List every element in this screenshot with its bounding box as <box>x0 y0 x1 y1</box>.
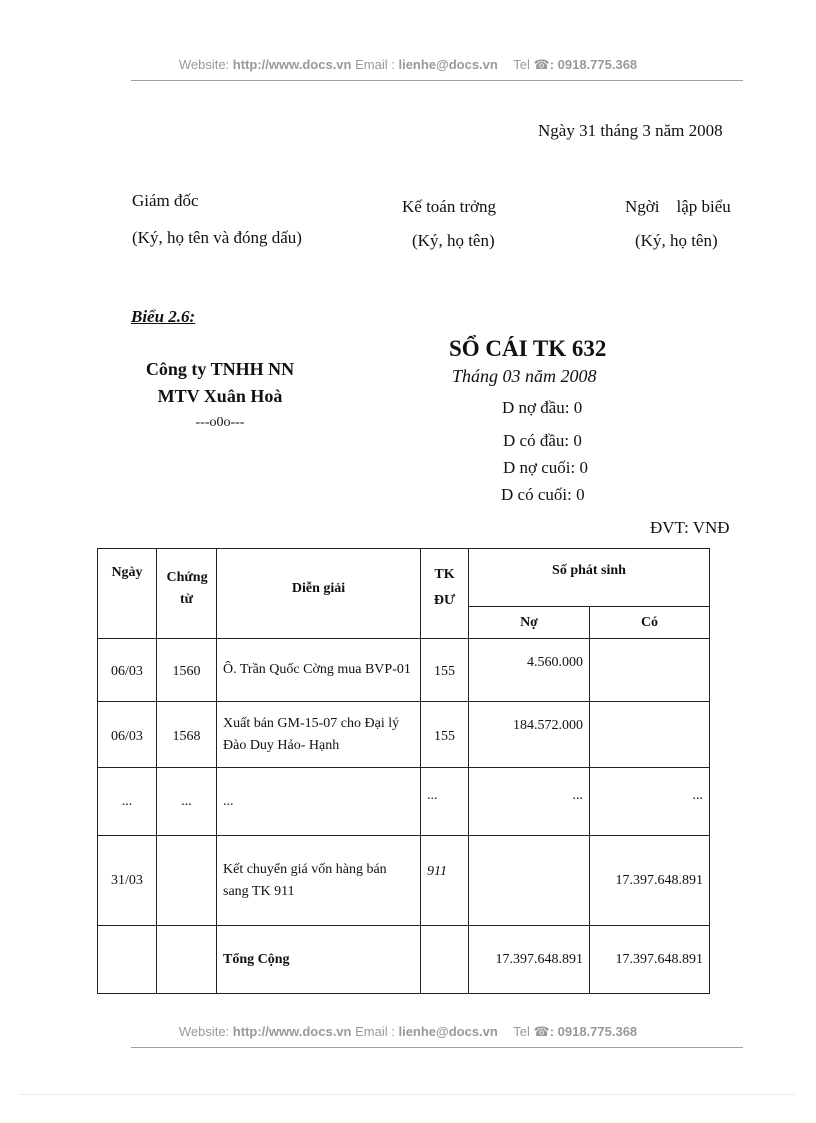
email-link[interactable]: lienhe@docs.vn <box>398 1024 498 1039</box>
footer-divider <box>131 1047 743 1048</box>
row-voucher <box>157 836 217 926</box>
email-label: Email : <box>355 1024 395 1039</box>
company-name-line1: Công ty TNHH NN <box>145 359 295 379</box>
table-row <box>98 702 710 768</box>
ledger-period: Tháng 03 năm 2008 <box>452 366 597 386</box>
row-date: 31/03 <box>98 836 157 926</box>
tel-label: Tel <box>513 1024 530 1039</box>
row-debit: ... <box>469 768 590 836</box>
row-debit <box>469 836 590 926</box>
phone-icon: ☎ <box>533 57 550 72</box>
table-row <box>98 836 710 926</box>
website-link[interactable]: http://www.docs.vn <box>232 57 352 72</box>
website-label: Website: <box>178 57 230 72</box>
page-edge <box>20 1094 796 1095</box>
header-account <box>421 549 469 639</box>
row-voucher: ... <box>157 768 217 836</box>
row-description: ... <box>217 768 421 836</box>
closing-debit-balance: D nợ cuối: 0 <box>503 458 589 477</box>
row-credit: 17.397.648.891 <box>590 836 710 926</box>
row-date: 06/03 <box>98 639 157 702</box>
tel-label: Tel <box>513 57 530 72</box>
row-voucher: 1560 <box>157 639 217 702</box>
page-footer <box>0 1024 816 1040</box>
company-name-line2: MTV Xuân Hoà <box>157 386 283 406</box>
header-credit: Có <box>590 607 710 639</box>
header-date: Ngày <box>98 549 157 639</box>
total-label: Tổng Cộng <box>217 926 421 994</box>
row-debit: 4.560.000 <box>469 639 590 702</box>
header-voucher <box>157 549 217 639</box>
row-account: 911 <box>421 836 469 926</box>
closing-credit-balance: D có cuối: 0 <box>501 485 585 504</box>
signature-accountant-note: (Ký, họ tên) <box>412 231 495 250</box>
row-description: Kết chuyển giá vốn hàng bán sang TK 911 <box>217 836 421 926</box>
signature-preparer-note: (Ký, họ tên) <box>635 231 718 250</box>
row-description: Xuất bán GM-15-07 cho Đại lý Đào Duy Hảo- Hạnh <box>217 702 421 768</box>
table-row <box>98 768 710 836</box>
tel-number: : 0918.775.368 <box>549 57 638 72</box>
total-row <box>98 926 710 994</box>
row-credit: ... <box>590 768 710 836</box>
opening-debit-balance: D nợ đầu: 0 <box>502 398 583 417</box>
row-description: Ô. Trần Quốc Cờng mua BVP-01 <box>217 639 421 702</box>
row-credit <box>590 702 710 768</box>
form-label: Biểu 2.6: <box>131 307 196 326</box>
row-credit <box>590 639 710 702</box>
page-header <box>0 57 816 73</box>
signature-preparer-title: Ngời lập biểu <box>625 197 731 216</box>
header-amount: Số phát sinh <box>469 549 710 607</box>
signature-director-note: (Ký, họ tên và đóng dấu) <box>132 228 302 247</box>
header-account-label: TK ĐƯ <box>433 567 456 608</box>
row-account: 155 <box>421 639 469 702</box>
phone-icon: ☎ <box>533 1024 550 1039</box>
signature-accountant-title: Kế toán trởng <box>402 197 496 216</box>
date-line: Ngày 31 tháng 3 năm 2008 <box>538 121 723 140</box>
header-divider <box>131 80 743 81</box>
email-label: Email : <box>355 57 395 72</box>
website-link[interactable]: http://www.docs.vn <box>232 1024 352 1039</box>
header-debit: Nợ <box>469 607 590 639</box>
ledger-title: SỔ CÁI TK 632 <box>449 336 607 361</box>
row-date: 06/03 <box>98 702 157 768</box>
row-debit: 184.572.000 <box>469 702 590 768</box>
currency-unit: ĐVT: VNĐ <box>650 518 730 537</box>
opening-credit-balance: D có đầu: 0 <box>503 431 582 450</box>
table-row <box>98 639 710 702</box>
row-date: ... <box>98 768 157 836</box>
total-credit: 17.397.648.891 <box>590 926 710 994</box>
row-voucher: 1568 <box>157 702 217 768</box>
total-debit: 17.397.648.891 <box>469 926 590 994</box>
row-account: 155 <box>421 702 469 768</box>
website-label: Website: <box>178 1024 230 1039</box>
header-description: Diễn giải <box>217 549 421 639</box>
header-voucher-label: Chứng từ <box>166 570 208 607</box>
ledger-table <box>97 548 710 994</box>
row-account: ... <box>421 768 469 836</box>
company-divider: ---o0o--- <box>195 415 245 430</box>
tel-number: : 0918.775.368 <box>549 1024 638 1039</box>
email-link[interactable]: lienhe@docs.vn <box>398 57 498 72</box>
signature-director-title: Giám đốc <box>132 191 199 210</box>
